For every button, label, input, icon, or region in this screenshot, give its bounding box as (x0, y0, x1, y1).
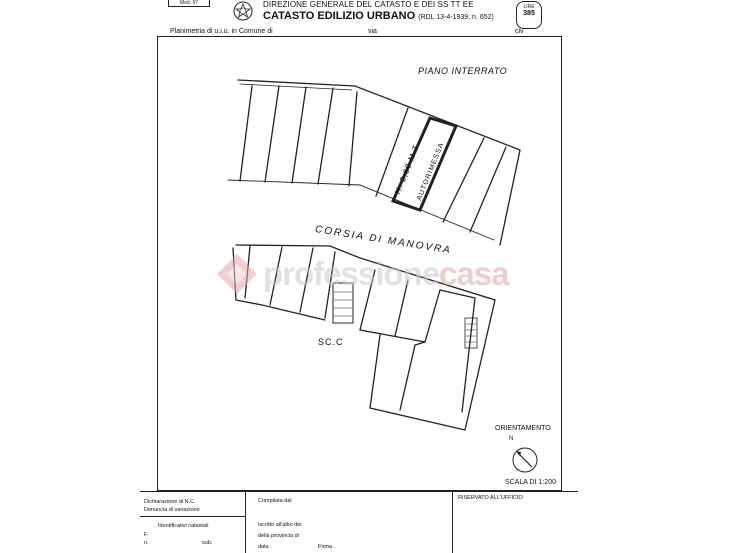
footer-form (140, 491, 578, 553)
stamp-value: 385 (523, 10, 535, 17)
header-direzione: DIREZIONE GENERALE DEL CATASTO E DEI SS TT EE (263, 0, 474, 9)
watermark-text (263, 255, 508, 293)
numero-label: n. (144, 540, 149, 546)
footer-divider-2 (452, 492, 453, 553)
via-label: via (368, 28, 377, 35)
firma-label: Firma (318, 544, 333, 550)
header-catasto-law: (RDL 13-4-1939, n. 652) (418, 14, 494, 21)
label-orientamento: ORIENTAMENTO (495, 425, 551, 432)
footer-divider-1 (245, 492, 246, 553)
denuncia-label: Denuncia di variazione (144, 507, 200, 513)
identificativi-label: Identificativi catastali (158, 523, 209, 529)
watermark-text-b: casa (439, 255, 509, 292)
riservato-label: RISERVATO ALL'UFFICIO (458, 495, 523, 501)
watermark-diamond-icon (215, 252, 259, 296)
label-north: N (509, 436, 514, 442)
stamp-currency: LIRE (523, 4, 535, 10)
label-height: H. 2,60 M.T. (393, 140, 422, 196)
dichiarazione-label: Dichiarazione di N.C. (144, 499, 196, 505)
footer-rule-1 (140, 516, 245, 517)
planimetria-label: Planimetria di u.i.u. in Comune di (170, 28, 273, 35)
label-scale: SCALA DI 1:200 (505, 479, 556, 486)
compass-icon (508, 439, 542, 475)
sub-label: sub. (202, 540, 213, 546)
label-piano-interrato: PIANO INTERRATO (418, 66, 508, 76)
civ-label: civ (515, 28, 524, 35)
data-label: data (258, 544, 269, 550)
foglio-label: F. (144, 532, 149, 538)
label-corsia-manovra: CORSIA DI MANOVRA (314, 224, 453, 257)
iscritto-label: Iscritto all'albo dei (258, 522, 302, 528)
form-tab: Mod. 97 (168, 0, 210, 7)
label-sc: SC.C (318, 337, 344, 347)
watermark (215, 252, 535, 296)
provincia-label: della provincia di (258, 533, 299, 539)
label-autorimessa: AUTORIMESSA (416, 141, 446, 202)
watermark-text-a: professione (263, 255, 440, 292)
compilata-label: Compilata dal (258, 498, 292, 504)
header-catasto-title: CATASTO EDILIZIO URBANO (263, 10, 416, 22)
